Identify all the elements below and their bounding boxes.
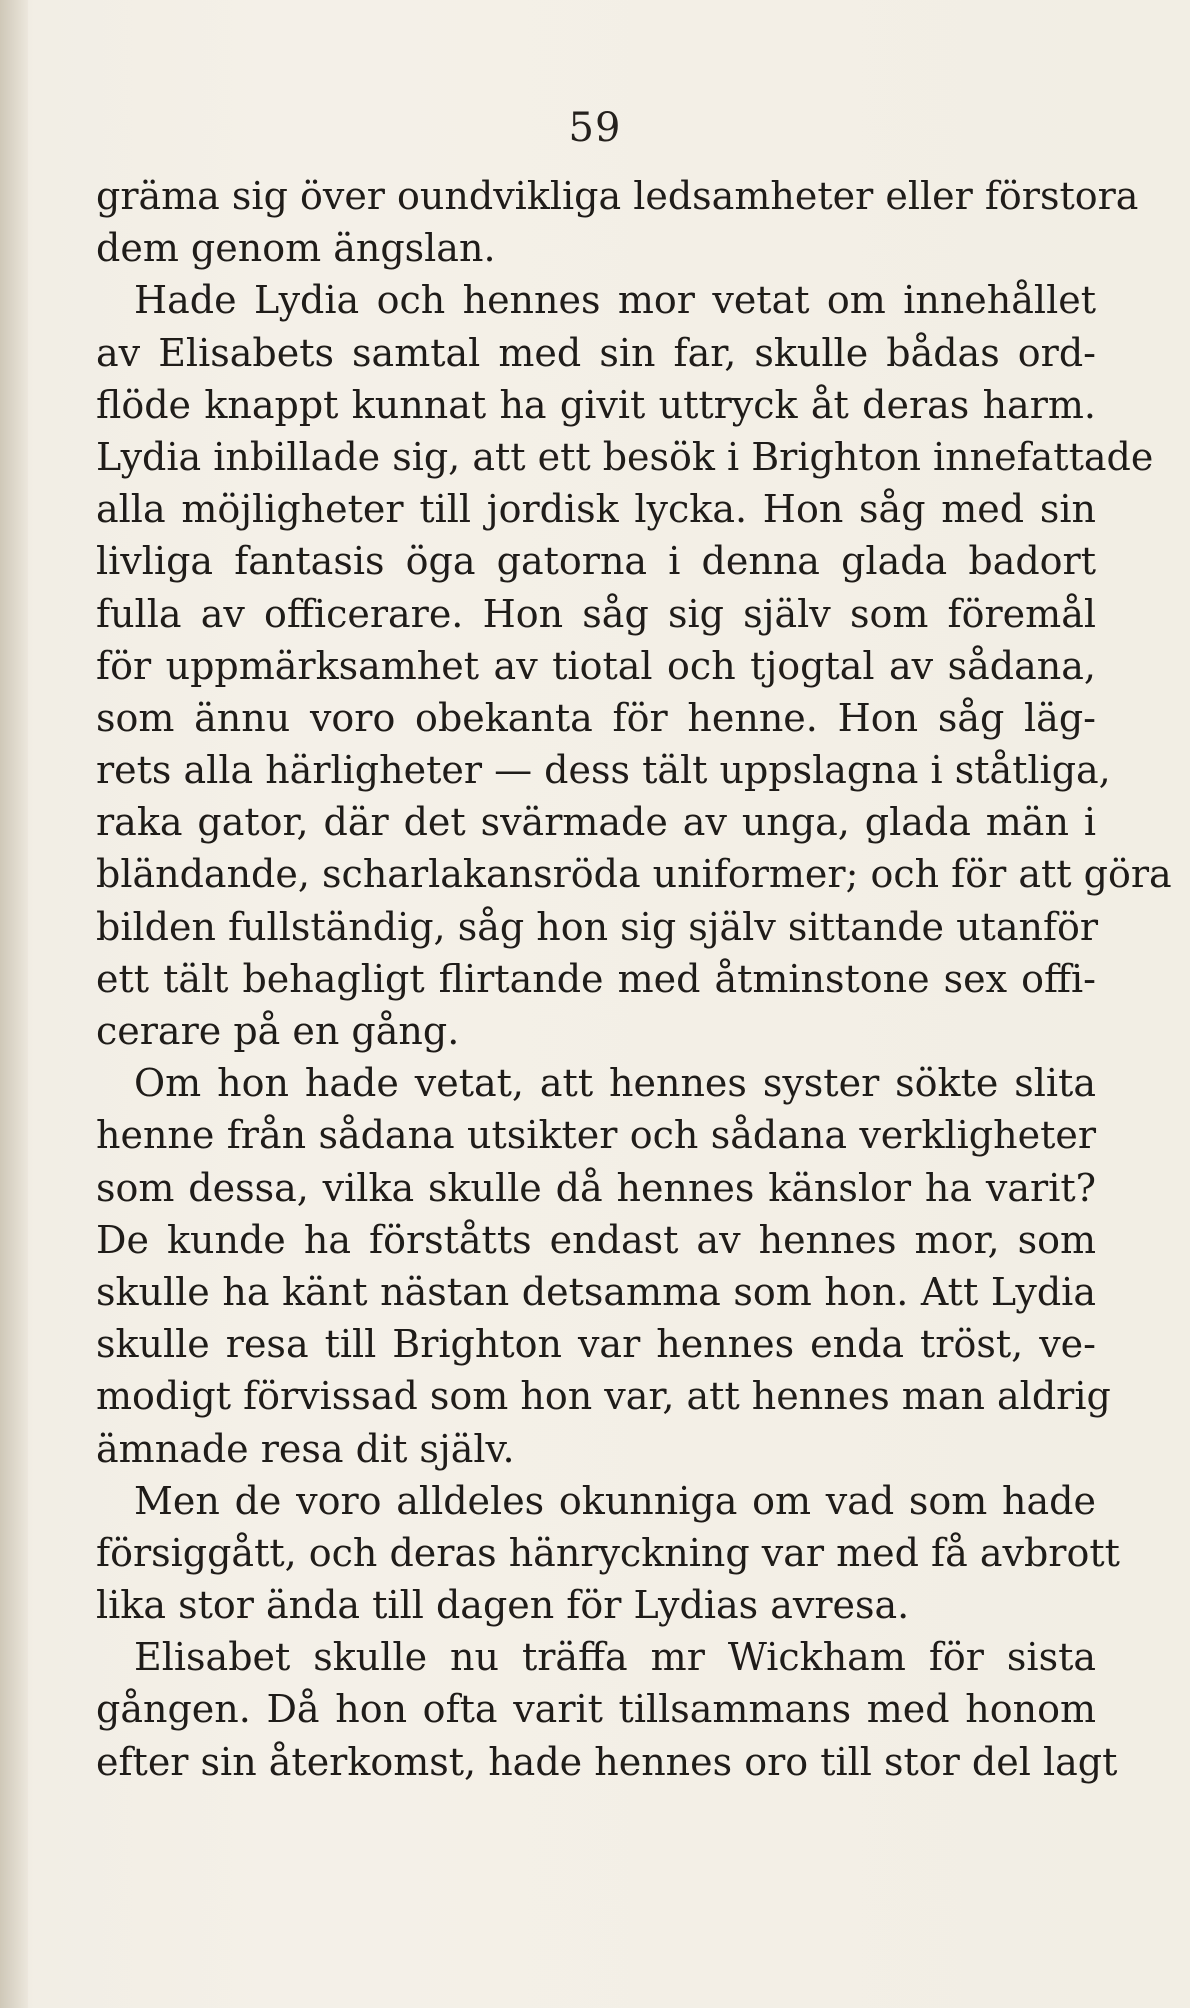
text-line: alla möjligheter till jordisk lycka. Hon såg med sin — [96, 487, 1096, 532]
text-line: försiggått, och deras hänryckning var med få avbrott — [96, 1530, 1120, 1575]
text-line: Men de voro alldeles okunniga om vad som hade — [134, 1478, 1096, 1523]
text-line: Elisabet skulle nu träffa mr Wickham för sista — [134, 1635, 1096, 1680]
text-line: henne från sådana utsikter och sådana verkligheter — [96, 1113, 1096, 1158]
text-line: modigt förvissad som hon var, att hennes man aldrig — [96, 1374, 1111, 1419]
text-line: Om hon hade vetat, att hennes syster sökte slita — [134, 1061, 1096, 1106]
text-line: De kunde ha förståtts endast av hennes mor, som — [96, 1217, 1096, 1262]
text-line: bilden fullständig, såg hon sig själv sittande utanför — [96, 904, 1099, 949]
text-line: Lydia inbillade sig, att ett besök i Brighton innefattade — [96, 434, 1154, 479]
body-text — [96, 170, 1172, 1788]
text-line: cerare på en gång. — [96, 1009, 460, 1053]
text-line: livliga fantasis öga gatorna i denna glada badort — [96, 539, 1096, 584]
text-line: som dessa, vilka skulle då hennes känslor ha varit? — [96, 1165, 1096, 1210]
text-line: skulle ha känt nästan detsamma som hon. Att Lydia — [96, 1269, 1096, 1314]
text-line: som ännu voro obekanta för henne. Hon såg läg- — [96, 695, 1096, 740]
text-line: för uppmärksamhet av tiotal och tjogtal av sådana, — [96, 643, 1096, 688]
text-line: fulla av officerare. Hon såg sig själv som föremål — [96, 591, 1096, 636]
page-gutter — [0, 0, 28, 2008]
text-line: gången. Då hon ofta varit tillsammans med honom — [96, 1687, 1096, 1732]
text-line: gräma sig över oundvikliga ledsamheter eller förstora — [96, 174, 1139, 218]
text-line: rets alla härligheter — dess tält uppslagna i ståtliga, — [96, 748, 1111, 793]
text-line: flöde knappt kunnat ha givit uttryck åt deras harm. — [96, 382, 1096, 427]
page-number: 59 — [568, 105, 622, 151]
text-line: dem genom ängslan. — [96, 226, 496, 271]
text-line: ämnade resa dit själv. — [96, 1426, 515, 1471]
text-line: Hade Lydia och hennes mor vetat om innehållet — [134, 278, 1096, 323]
text-line: raka gator, där det svärmade av unga, glada män i — [96, 800, 1096, 845]
text-line: skulle resa till Brighton var hennes enda tröst, ve- — [96, 1322, 1096, 1367]
text-line: ett tält behagligt flirtande med åtminstone sex offi- — [96, 956, 1096, 1001]
text-line: bländande, scharlakansröda uniformer; och för att göra — [96, 852, 1172, 897]
text-line: av Elisabets samtal med sin far, skulle bådas ord- — [96, 330, 1096, 375]
text-line: lika stor ända till dagen för Lydias avresa. — [96, 1583, 910, 1628]
text-line: efter sin återkomst, hade hennes oro till stor del lagt — [96, 1739, 1118, 1784]
